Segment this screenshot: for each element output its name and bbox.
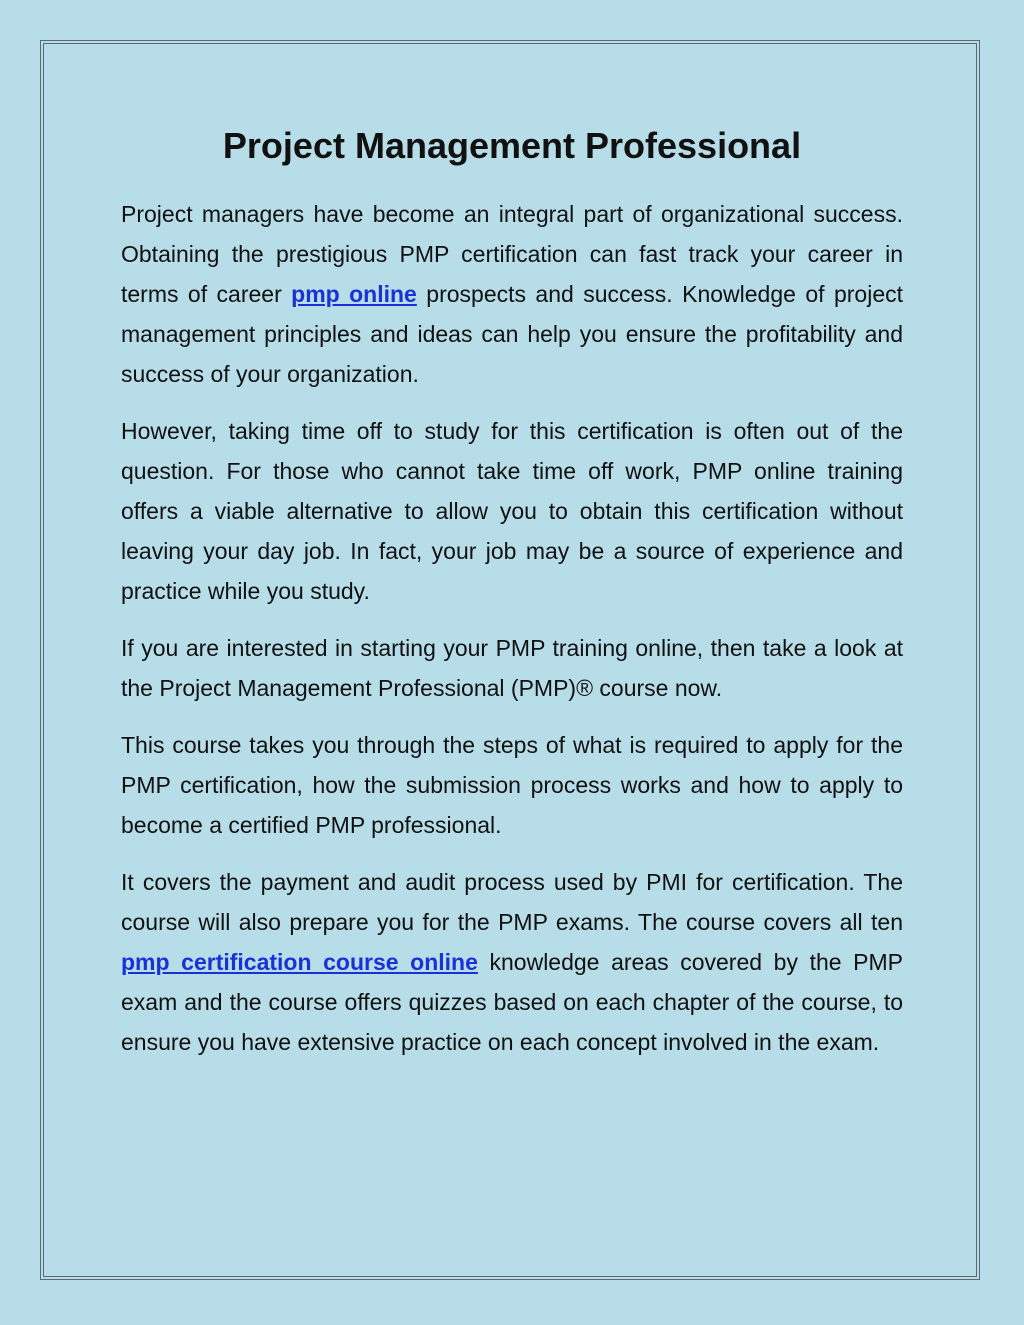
paragraph-1: [121, 194, 903, 394]
pmp-online-link[interactable]: pmp online: [291, 281, 417, 307]
paragraph-4: This course takes you through the steps of what is required to apply for the PMP certification, how the submission process works and how to apply to become a certified PMP professional.: [121, 732, 903, 838]
paragraph-5-text-after: knowledge areas covered by the PMP exam and the course offers quizzes based on each chapter of the course, to ensure you have extensive practice on each concept involved in the exam.: [121, 949, 903, 1055]
paragraph-5: [121, 862, 903, 1062]
paragraph-2: However, taking time off to study for this certification is often out of the question. For those who cannot take time off work, PMP online training offers a viable alternative to allow you to obtain this certification without leaving your day job. In fact, your job may be a source of experience and practice while you study.: [121, 418, 903, 604]
document-body: [121, 194, 903, 1079]
document-title: Project Management Professional: [222, 125, 802, 166]
paragraph-1-text-after: prospects and success. Knowledge of project management principles and ideas can help you ensure the profitability and success of your organization.: [121, 281, 903, 387]
paragraph-5-text-before: It covers the payment and audit process used by PMI for certification. The course will also prepare you for the PMP exams. The course covers all ten: [121, 869, 903, 935]
pmp-certification-course-online-link[interactable]: pmp certification course online: [121, 949, 478, 975]
paragraph-1-text-before: Project managers have become an integral part of organizational success. Obtaining the prestigious PMP certification can fast track your career in terms of career: [121, 201, 903, 307]
paragraph-3: If you are interested in starting your PMP training online, then take a look at the Project Management Professional (PMP)® course now.: [121, 635, 903, 701]
